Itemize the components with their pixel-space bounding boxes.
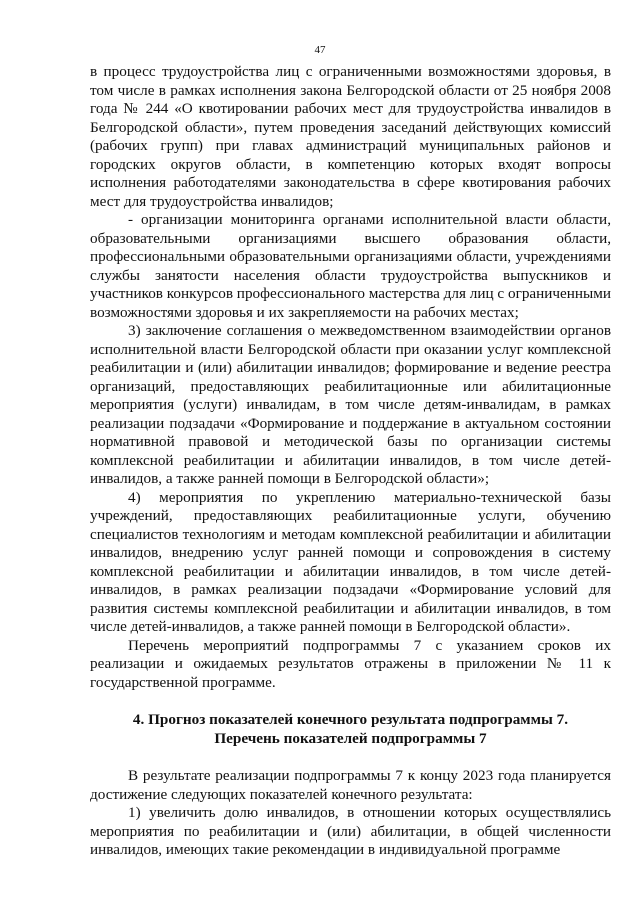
document-body bbox=[90, 63, 611, 860]
paragraph-result-1: 1) увеличить долю инвалидов, в отношении которых осуществлялись мероприятия по реабилитации и (или) абилитации, в общей численности инвалидов, имеющих такие рекомендации в индивидуальной программе bbox=[90, 804, 611, 858]
paragraph-continuation: в процесс трудоустройства лиц с ограниченными возможностями здоровья, в том числе в рамках исполнения закона Белгородской области от 25 ноября 2008 года № 244 «О квотировании рабочих мест для трудоустройства инвалидов в Белгородской области», путем проведения заседаний действующих комиссий (рабочих групп) при главах администраций муниципальных районов и городских округов области, в компетенцию которых входят вопросы исполнения работодателями законодательства в сфере квотирования рабочих мест для трудоустройства инвалидов; bbox=[90, 63, 611, 210]
section-heading-line-1: 4. Прогноз показателей конечного результата подпрограммы 7. bbox=[132, 711, 569, 728]
page-number: 47 bbox=[314, 44, 326, 56]
paragraph-item-4: 4) мероприятия по укреплению материально-технической базы учреждений, предоставляющих реабилитационные услуги, обучению специалистов технологиям и методам комплексной реабилитации и абилитации инвалидов, внедрению услуг ранней помощи и сопровождения в систему комплексной реабилитации и абилитации инвалидов, в том числе детей-инвалидов, в рамках реализации подзадачи «Формирование условий для развития системы комплексной реабилитации и абилитации инвалидов, в том числе детей-инвалидов, а также ранней помощи в Белгородской области». bbox=[90, 488, 611, 635]
paragraph-measures-list: Перечень мероприятий подпрограммы 7 с указанием сроков их реализации и ожидаемых результатов отражены в приложении № 11 к государственной программе. bbox=[90, 636, 611, 691]
paragraph-monitoring: - организации мониторинга органами исполнительной власти области, образовательными организациями высшего образования области, профессиональными образовательными организациями области, учреждениями службы занятости населения области трудоустройства выпускников и участников конкурсов профессионального мастерства для лиц с ограниченными возможностями здоровья и их закрепляемости на рабочих местах; bbox=[90, 211, 611, 321]
section-heading bbox=[90, 711, 611, 748]
paragraph-item-3: 3) заключение соглашения о межведомственном взаимодействии органов исполнительной власти Белгородской области при оказании услуг комплексной реабилитации и (или) абилитации инвалидов; формирование и ведение реестра организаций, предоставляющих реабилитационные или абилитационные мероприятия (услуги) инвалидам, в том числе детям-инвалидам, в рамках реализации подзадачи «Формирование и поддержание в актуальном состоянии нормативной правовой и методической базы по организации системы комплексной реабилитации и абилитации инвалидов, в том числе детей-инвалидов, а также ранней помощи в Белгородской области»; bbox=[90, 322, 611, 487]
paragraph-results-intro: В результате реализации подпрограммы 7 к концу 2023 года планируется достижение следующих показателей конечного результата: bbox=[90, 767, 611, 803]
section-heading-line-2: Перечень показателей подпрограммы 7 bbox=[214, 729, 487, 747]
